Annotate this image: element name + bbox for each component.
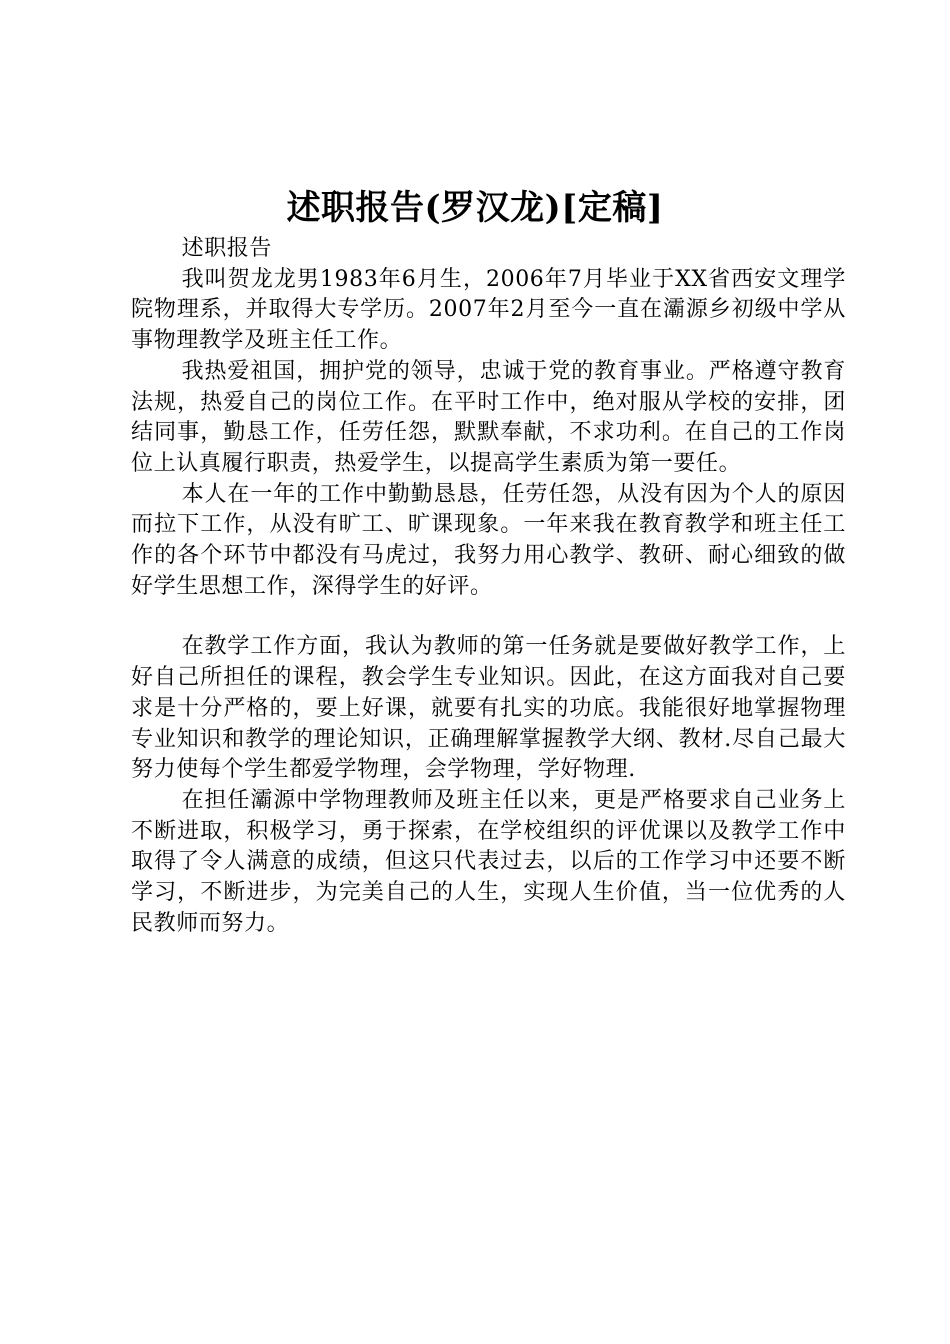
document-title: 述职报告(罗汉龙)[定稿] bbox=[286, 188, 664, 228]
paragraph-personal-info: 我叫贺龙龙男1983年6月生，2006年7月毕业于XX省西安文理学院物理系，并取得大专学历。2007年2月至今一直在灞源乡初级中学从事物理教学及班主任工作。 bbox=[131, 266, 846, 354]
paragraph-work-record: 本人在一年的工作中勤勤恳恳，任劳任怨，从没有因为个人的原因而拉下工作，从没有旷工、旷课现象。一年来我在教育教学和班主任工作的各个环节中都没有马虎过，我努力用心教学、教研、耐心细致的做好学生思想工作，深得学生的好评。 bbox=[131, 481, 846, 599]
section-heading: 述职报告 bbox=[181, 236, 272, 261]
paragraph-teaching: 在教学工作方面，我认为教师的第一任务就是要做好教学工作，上好自己所担任的课程，教会学生专业知识。因此，在这方面我对自己要求是十分严格的，要上好课，就要有扎实的功底。我能很好地掌握物理专业知识和教学的理论知识，正确理解掌握教学大纲、教材.尽自己最大努力使每个学生都爱学物理，会学物理，学好物理. bbox=[131, 634, 846, 783]
paragraph-attitude: 我热爱祖国，拥护党的领导，忠诚于党的教育事业。严格遵守教育法规，热爱自己的岗位工作。在平时工作中，绝对服从学校的安排，团结同事，勤恳工作，任劳任怨，默默奉献，不求功利。在自己的工作岗位上认真履行职责，热爱学生，以提高学生素质为第一要任。 bbox=[131, 358, 846, 476]
document-body bbox=[131, 234, 846, 939]
paragraph-progress: 在担任灞源中学物理教师及班主任以来，更是严格要求自己业务上不断进取，积极学习，勇于探索，在学校组织的评优课以及教学工作中取得了令人满意的成绩，但这只代表过去，以后的工作学习中还要不断学习，不断进步，为完美自己的人生，实现人生价值，当一位优秀的人民教师而努力。 bbox=[131, 787, 846, 936]
